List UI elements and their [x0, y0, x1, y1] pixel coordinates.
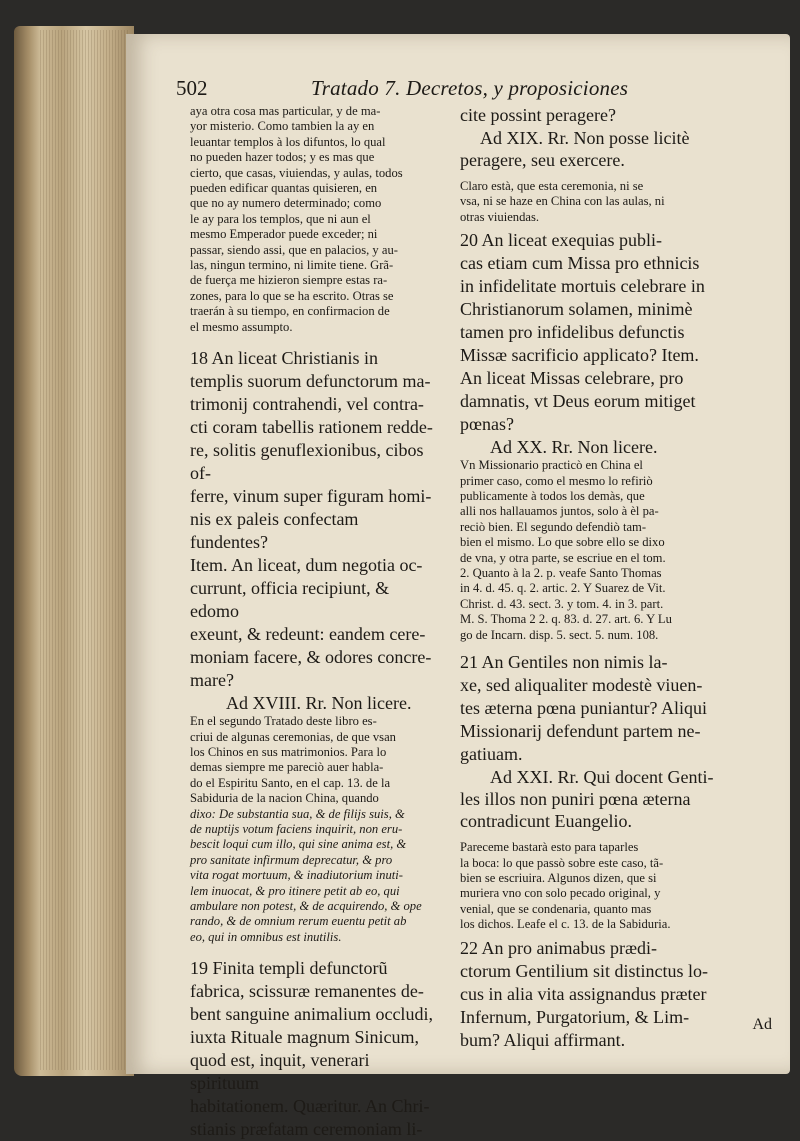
- text-line: ambulare non potest, & de acquirendo, & ope: [190, 898, 422, 913]
- text-line: stianis præfatam ceremoniam li-: [190, 1119, 423, 1140]
- response-19: [460, 127, 780, 171]
- text-line: Infernum, Purgatorium, & Lim-: [460, 1006, 690, 1027]
- text-line: zones, para lo que se ha escrito. Otras se: [190, 288, 394, 303]
- text-line: Pareceme bastarà esto para taparles: [460, 840, 639, 855]
- text-line: las, ningun termino, ni limite tiene. Grã-: [190, 258, 394, 273]
- text-line: bent sanguine animalium occludi,: [190, 1004, 433, 1025]
- text-line: 19 Finita templi defunctorũ: [190, 958, 388, 979]
- text-line: rando, & de omnium rerum euentu petit ab: [190, 914, 407, 929]
- text-line: de nuptijs votum faciens inquirit, non eru-: [190, 821, 403, 836]
- left-column: [190, 104, 440, 1141]
- commentary-20: [460, 458, 780, 643]
- text-line: 21 An Gentiles non nimis la-: [460, 652, 668, 673]
- response-21: [460, 766, 780, 832]
- text-line: nis ex paleis confectam fundentes?: [190, 509, 359, 553]
- text-line: yor misterio. Como tambien la ay en: [190, 119, 375, 134]
- text-line: cti coram tabellis rationem redde-: [190, 417, 433, 438]
- text-line: ferre, vinum super figuram homi-: [190, 486, 432, 507]
- text-line: An liceat Missas celebrare, pro: [460, 368, 684, 389]
- question-19: [190, 957, 440, 1141]
- text-line: criui de algunas ceremonias, de que vsan: [190, 729, 396, 744]
- text-line: peragere, seu exercere.: [460, 150, 625, 170]
- commentary-19: [460, 179, 780, 225]
- text-line: xe, sed aliqualiter modestè viuen-: [460, 675, 703, 696]
- question-21: [460, 651, 780, 766]
- text-line: bien se escriuira. Algunos dizen, que si: [460, 870, 657, 885]
- text-line: el mesmo assumpto.: [190, 319, 293, 334]
- text-line: Sabiduria de la nacion China, quando: [190, 791, 379, 806]
- text-line: mare?: [190, 670, 234, 691]
- page-header: [176, 74, 776, 104]
- text-line: no pueden hazer todos; y es mas que: [190, 150, 375, 165]
- text-line: vsa, ni se haze en China con las aulas, ni: [460, 194, 665, 209]
- text-line: ctorum Gentilium sit distinctus lo-: [460, 960, 708, 981]
- text-line: Claro està, que esta ceremonia, ni se: [460, 179, 644, 193]
- text-line: pueden edificar quantas quisieren, en: [190, 181, 378, 196]
- text-line: demas siempre me pareciò auer habla-: [190, 760, 384, 775]
- text-line: re, solitis genuflexionibus, cibos of-: [190, 440, 424, 484]
- text-line: contradicunt Euangelio.: [460, 811, 632, 832]
- text-line: 2. Quanto à la 2. p. veafe Santo Thomas: [460, 566, 662, 581]
- text-line: gatiuam.: [460, 744, 523, 765]
- commentary-18: [190, 714, 440, 806]
- text-line: Vn Missionario practicò en China el: [460, 458, 643, 473]
- text-line: fabrica, scissuræ remanentes de-: [190, 981, 424, 1002]
- text-line: la boca: lo que passò sobre este caso, tã-: [460, 855, 664, 870]
- latin-quotation: [190, 807, 440, 946]
- text-line: Christ. d. 43. sect. 3. y tom. 4. in 3. part.: [460, 596, 664, 611]
- text-line: de vna, y otra parte, se escriue en el tom.: [460, 550, 666, 565]
- text-line: bien el mismo. Lo que sobre ello se dixo: [460, 535, 665, 550]
- text-line: le ay para los templos, que ni aun el: [190, 211, 371, 226]
- text-line: 18 An liceat Christianis in: [190, 348, 378, 369]
- text-line: Christianorum solamen, minimè: [460, 299, 693, 320]
- catchword: Ad: [752, 1016, 772, 1033]
- text-line: iuxta Rituale magnum Sinicum,: [190, 1027, 419, 1048]
- text-line: quod est, inquit, venerari spirituum: [190, 1050, 370, 1094]
- text-line: tamen pro infidelibus defunctis: [460, 322, 685, 343]
- text-line: mesmo Emperador puede exceder; ni: [190, 227, 378, 242]
- text-line: Ad XXI. Rr. Qui docent Genti-: [490, 767, 714, 788]
- text-line: 22 An pro animabus prædi-: [460, 937, 657, 958]
- text-line: los Chinos en sus matrimonios. Para lo: [190, 744, 387, 759]
- text-line: dixo: De substantia sua, & de filijs suis, &: [190, 806, 405, 821]
- text-line: vita rogat mortuum, & inadiutorium inuti-: [190, 868, 403, 883]
- text-line: que no ay numero determinado; como: [190, 196, 382, 211]
- question-20: [460, 229, 780, 436]
- text-line: bescit loqui cum illo, qui sine anima est, &: [190, 837, 407, 852]
- text-line: leuantar templos à los difuntos, lo qual: [190, 134, 386, 149]
- response-18: Ad XVIII. Rr. Non licere.: [226, 693, 412, 714]
- text-line: in 4. d. 45. q. 2. artic. 2. Y Suarez de Vit.: [460, 581, 666, 596]
- text-line: los dichos. Leafe el c. 13. de la Sabiduria.: [460, 917, 671, 932]
- text-line: alli nos hallauamos juntos, solo à èl pa-: [460, 504, 659, 519]
- text-line: exeunt, & redeunt: eandem cere-: [190, 624, 426, 645]
- text-line: Missionarij defendunt partem ne-: [460, 721, 701, 742]
- text-line: primer caso, como el mesmo lo refiriò: [460, 473, 653, 488]
- page-edges: [40, 30, 130, 1070]
- question-18: [190, 347, 440, 692]
- text-line: cite possint peragere?: [460, 105, 616, 125]
- text-line: templis suorum defunctorum ma-: [190, 371, 431, 392]
- text-line: otras viuiendas.: [460, 209, 540, 224]
- text-line: muriera vno con solo pecado original, y: [460, 886, 661, 901]
- text-line: eo, qui in omnibus est inutilis.: [190, 929, 342, 944]
- running-title: Tratado 7. Decretos, y proposiciones: [311, 76, 629, 100]
- text-line: Ad XIX. Rr. Non posse licitè: [480, 128, 690, 148]
- text-line: de fuerça me hizieron siempre estas ra-: [190, 273, 388, 288]
- text-line: traerán à su tiempo, en confirmacion de: [190, 304, 390, 319]
- intro-text: [190, 104, 440, 335]
- commentary-21: [460, 840, 780, 932]
- text-line: damnatis, vt Deus eorum mitiget: [460, 391, 696, 412]
- text-line: publicamente à todos los demàs, que: [460, 489, 645, 504]
- page-number: 502: [176, 76, 208, 100]
- question-19-continued: [460, 104, 780, 127]
- text-line: reciò bien. El segundo defendiò tam-: [460, 519, 647, 534]
- text-line: Missæ sacrificio applicato? Item.: [460, 345, 699, 366]
- question-22: [460, 937, 780, 1052]
- text-line: moniam facere, & odores concre-: [190, 647, 432, 668]
- right-column: [460, 104, 780, 1052]
- text-line: aya otra cosa mas particular, y de ma-: [190, 104, 381, 118]
- text-line: cas etiam cum Missa pro ethnicis: [460, 253, 700, 274]
- text-line: habitationem. Quæritur. An Chri-: [190, 1096, 430, 1117]
- text-line: bum? Aliqui affirmant.: [460, 1029, 626, 1050]
- text-line: En el segundo Tratado deste libro es-: [190, 714, 377, 729]
- text-line: in infidelitate mortuis celebrare in: [460, 276, 705, 297]
- text-line: currunt, officia recipiunt, & edomo: [190, 578, 390, 622]
- text-line: pro sanitate infirmum deprecatur, & pro: [190, 852, 393, 867]
- response-20: Ad XX. Rr. Non licere.: [490, 437, 658, 458]
- text-line: passar, siendo assi, que en palacios, y au-: [190, 242, 398, 257]
- text-line: 20 An liceat exequias publi-: [460, 230, 662, 251]
- text-line: venial, que se condenaria, quanto mas: [460, 901, 652, 916]
- text-line: M. S. Thoma 2 2. q. 83. d. 27. art. 6. Y Lu: [460, 612, 672, 627]
- text-line: cierto, que casas, viuiendas, y aulas, todos: [190, 165, 403, 180]
- text-line: pœnas?: [460, 414, 514, 435]
- text-line: cus in alia vita assignandus præter: [460, 983, 707, 1004]
- text-line: tes æterna pœna puniantur? Aliqui: [460, 698, 707, 719]
- text-line: les illos non puniri pœna æterna: [460, 789, 691, 810]
- text-line: trimonij contrahendi, vel contra-: [190, 394, 424, 415]
- text-line: go de Incarn. disp. 5. sect. 5. num. 108.: [460, 627, 659, 642]
- text-line: do el Espiritu Santo, en el cap. 13. de la: [190, 775, 391, 790]
- text-line: lem inuocat, & pro itinere petit ab eo, qui: [190, 883, 400, 898]
- text-line: Item. An liceat, dum negotia oc-: [190, 555, 423, 576]
